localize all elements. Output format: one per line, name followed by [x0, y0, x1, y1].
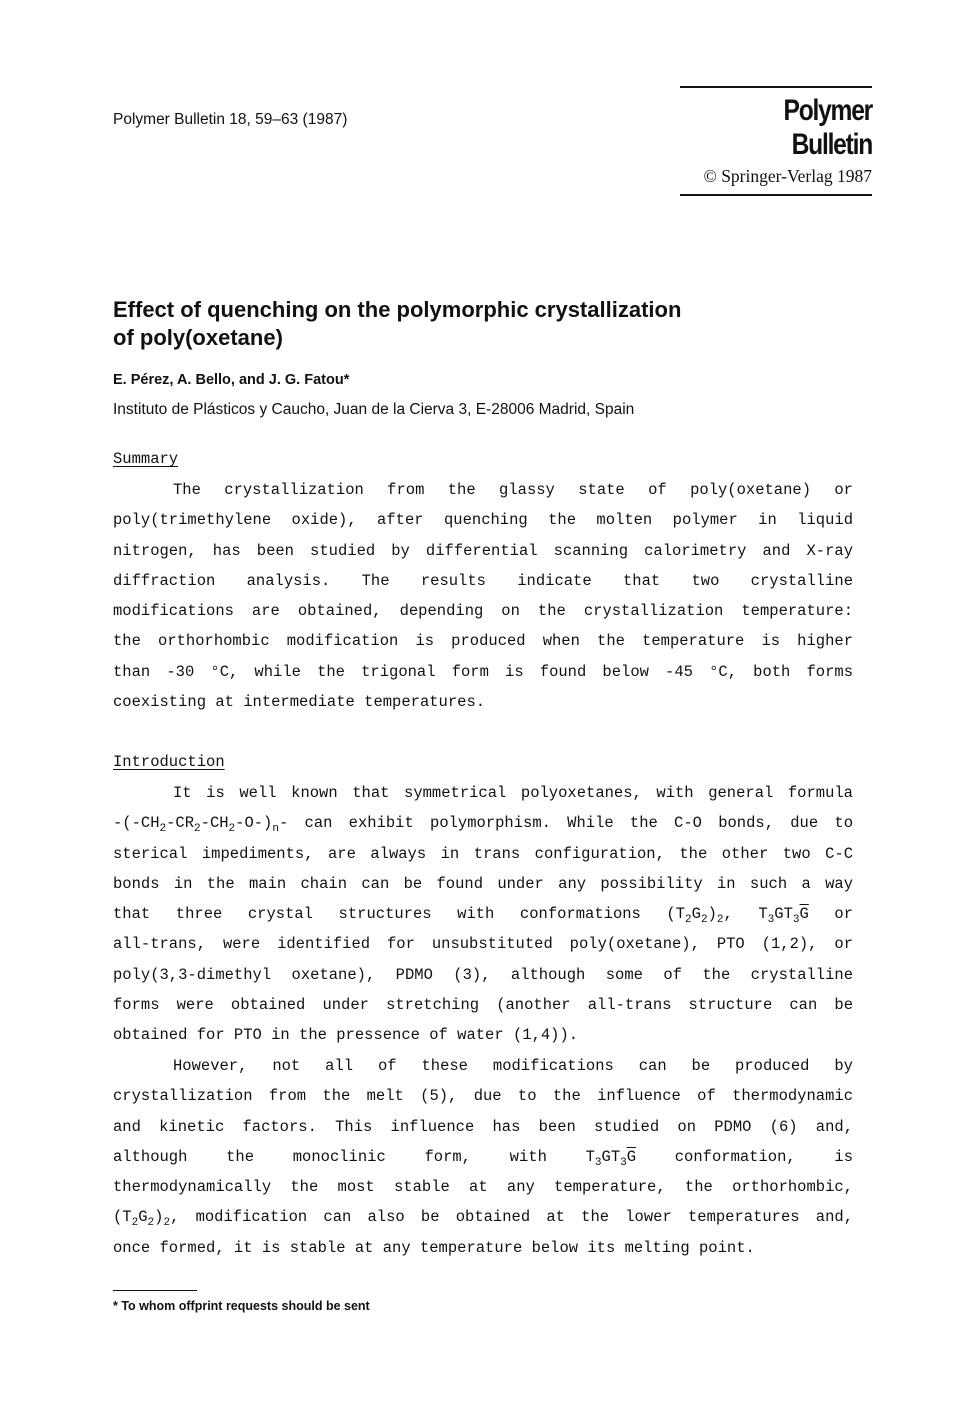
text-line: all-trans, were identified for unsubstituted poly(oxetane), PTO (1,2), or [113, 935, 853, 954]
footnote: * To whom offprint requests should be sent [113, 1299, 370, 1313]
text-line: sterical impediments, are always in trans configuration, the other two C-C [113, 844, 853, 863]
text-line: coexisting at intermediate temperatures. [113, 692, 486, 711]
introduction-paragraph-1 [113, 778, 853, 1050]
text-line: obtained for PTO in the pressence of water (1,4)). [113, 1026, 579, 1044]
summary-paragraph [113, 475, 853, 717]
text-line: although the monoclinic form, with $T_3GT_3\overline{G}$ conformation, is [113, 1147, 853, 1169]
text-line: modifications are obtained, depending on the crystallization temperature: [113, 602, 853, 620]
text-line: The crystallization from the glassy state of poly(oxetane) or [173, 481, 853, 499]
title-line: of poly(oxetane) [113, 325, 283, 350]
text-line: the orthorhombic modification is produced when the temperature is higher [113, 632, 853, 651]
text-line: poly(3,3-dimethyl oxetane), PDMO (3), although some of the crystalline [113, 965, 853, 984]
text-line: $-(-CH_2-CR_2-CH_2-O-)_n-$ can exhibit polymorphism. While the C-O bonds, due to [113, 814, 853, 836]
text-line: poly(trimethylene oxide), after quenching the molten polymer in liquid [113, 511, 853, 530]
text-line: and kinetic factors. This influence has been studied on PDMO (6) and, [113, 1117, 853, 1136]
journal-citation: Polymer Bulletin 18, 59–63 (1987) [113, 111, 348, 128]
article-title [113, 296, 681, 352]
text-line: forms were obtained under stretching (another all-trans structure can be [113, 995, 853, 1014]
introduction-heading: Introduction [113, 753, 225, 771]
footnote-rule [113, 1290, 197, 1291]
masthead-top-rule [680, 86, 872, 88]
authors: E. Pérez, A. Bello, and J. G. Fatou* [113, 372, 350, 388]
journal-masthead [680, 86, 872, 196]
masthead-bottom-rule [680, 194, 872, 196]
text-line: once formed, it is stable at any temperature below its melting point. [113, 1238, 755, 1257]
text-line: crystallization from the melt (5), due to the influence of thermodynamic [113, 1087, 853, 1106]
text-line: It is well known that symmetrical polyoxetanes, with general formula [173, 784, 853, 802]
copyright-notice: © Springer-Verlag 1987 [703, 166, 872, 186]
text-line: bonds in the main chain can be found under any possibility in such a way [113, 874, 853, 893]
text-line: than -30 °C, while the trigonal form is found below -45 °C, both forms [113, 662, 853, 681]
text-line: $(T_2G_2)_2$, modification can also be obtained at the lower temperatures and, [113, 1208, 853, 1230]
text-line: However, not all of these modifications can be produced by [173, 1057, 853, 1075]
introduction-paragraph-2 [113, 1051, 853, 1263]
affiliation: Instituto de Plásticos y Caucho, Juan de la Cierva 3, E-28006 Madrid, Spain [113, 401, 635, 418]
title-line: Effect of quenching on the polymorphic crystallization [113, 297, 682, 322]
text-line: that three crystal structures with conformations $(T_2G_2)_2$, $T_3GT_3\overline{G}$ or [113, 905, 853, 926]
summary-heading: Summary [113, 450, 179, 468]
text-line: thermodynamically the most stable at any temperature, the orthorhombic, [113, 1178, 853, 1196]
text-line: nitrogen, has been studied by differential scanning calorimetry and X-ray [113, 541, 853, 560]
text-line: diffraction analysis. The results indicate that two crystalline [113, 571, 853, 590]
journal-name: Polymer Bulletin [783, 94, 872, 161]
